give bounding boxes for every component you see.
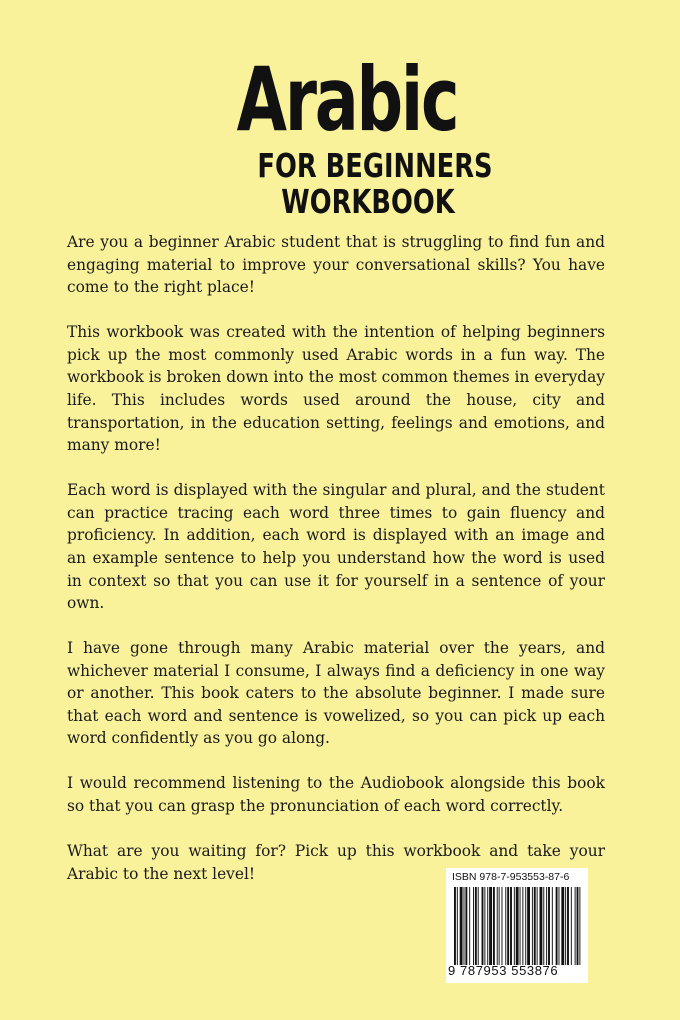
barcode-bar	[475, 887, 477, 965]
barcode-bar	[502, 887, 503, 965]
barcode-bar	[556, 887, 558, 965]
barcode-bar	[577, 887, 579, 965]
blurb-paragraph-4: I have gone through many Arabic material over the years, and whichever material I consume, I always find a deficiency in one way or another. This book caters to the absolute beginner. I made sure that each word and sentence is vowelized, so you can pick up each word confidently as you go along.	[67, 639, 605, 748]
title-block	[0, 48, 680, 221]
blurb-paragraph-2: This workbook was created with the intention of helping beginners pick up the most commonly used Arabic words in a fun way. The workbook is broken down into the most common themes in everyday life. This includes words used around the house, city and transportation, in the education setting, feelings and emotions, and many more!	[67, 323, 605, 455]
barcode-bars	[454, 887, 582, 965]
barcode-bar	[489, 887, 492, 965]
barcode-bar	[546, 887, 547, 965]
barcode-bar	[469, 887, 470, 965]
barcode-bar	[505, 887, 506, 965]
barcode-bar	[484, 887, 485, 965]
barcode-bar	[534, 887, 536, 965]
barcode-bar	[575, 887, 576, 965]
book-subtitle-line-2: WORKBOOK	[281, 182, 455, 221]
barcode-bar	[499, 887, 500, 965]
barcode-bar	[487, 887, 488, 965]
barcode-bar	[516, 887, 519, 965]
barcode-bar	[565, 887, 566, 965]
barcode-bar	[510, 887, 512, 965]
barcode-bar	[571, 887, 572, 965]
barcode-bar	[522, 887, 523, 965]
book-title: Arabic	[236, 48, 458, 151]
blurb-paragraph-3: Each word is displayed with the singular and plural, and the student can practice tracing each word three times to gain fluency and proficiency. In addition, each word is displayed with an image and an example sentence to help you understand how the word is used in context so that you can use it for yourself in a sentence of your own.	[67, 481, 605, 613]
barcode-bar	[482, 887, 484, 965]
barcode-bar	[548, 887, 550, 965]
blurb-paragraph-5: I would recommend listening to the Audiobook alongside this book so that you can grasp the pronunciation of each word correctly.	[67, 774, 605, 816]
barcode-bar	[497, 887, 498, 965]
barcode-bar	[537, 887, 538, 965]
barcode-bar	[532, 887, 533, 965]
barcode-bar	[464, 887, 465, 965]
barcode-bar	[465, 887, 467, 965]
barcode-bar	[514, 887, 515, 965]
barcode-bar	[454, 887, 456, 965]
barcode-bar	[507, 887, 509, 965]
blurb-paragraph-1: Are you a beginner Arabic student that is struggling to find fun and engaging material to improve your conversational skills? You have come to the right place!	[67, 233, 605, 297]
barcode-bar	[540, 887, 543, 965]
barcode-bar	[493, 887, 495, 965]
barcode-bar	[527, 887, 530, 965]
barcode-bar	[552, 887, 553, 965]
barcode-bar	[543, 887, 544, 965]
barcode-bar	[460, 887, 463, 965]
blurb-paragraph-6: What are you waiting for? Pick up this workbook and take your Arabic to the next level!	[67, 842, 605, 883]
barcode-bar	[561, 887, 564, 965]
barcode-bar	[520, 887, 521, 965]
barcode-bar	[567, 887, 569, 965]
barcode-bar	[457, 887, 458, 965]
barcode-bar	[559, 887, 560, 965]
blurb	[67, 231, 605, 908]
barcode-digits: 9 787953 553876	[448, 963, 559, 978]
barcode-bar	[579, 887, 580, 965]
isbn-label: ISBN 978-7-953553-87-6	[452, 871, 570, 883]
barcode-bar	[473, 887, 474, 965]
book-subtitle-line-1: FOR BEGINNERS	[257, 146, 493, 185]
barcode-bar	[525, 887, 526, 965]
isbn-barcode	[446, 868, 588, 983]
barcode-bar	[478, 887, 479, 965]
